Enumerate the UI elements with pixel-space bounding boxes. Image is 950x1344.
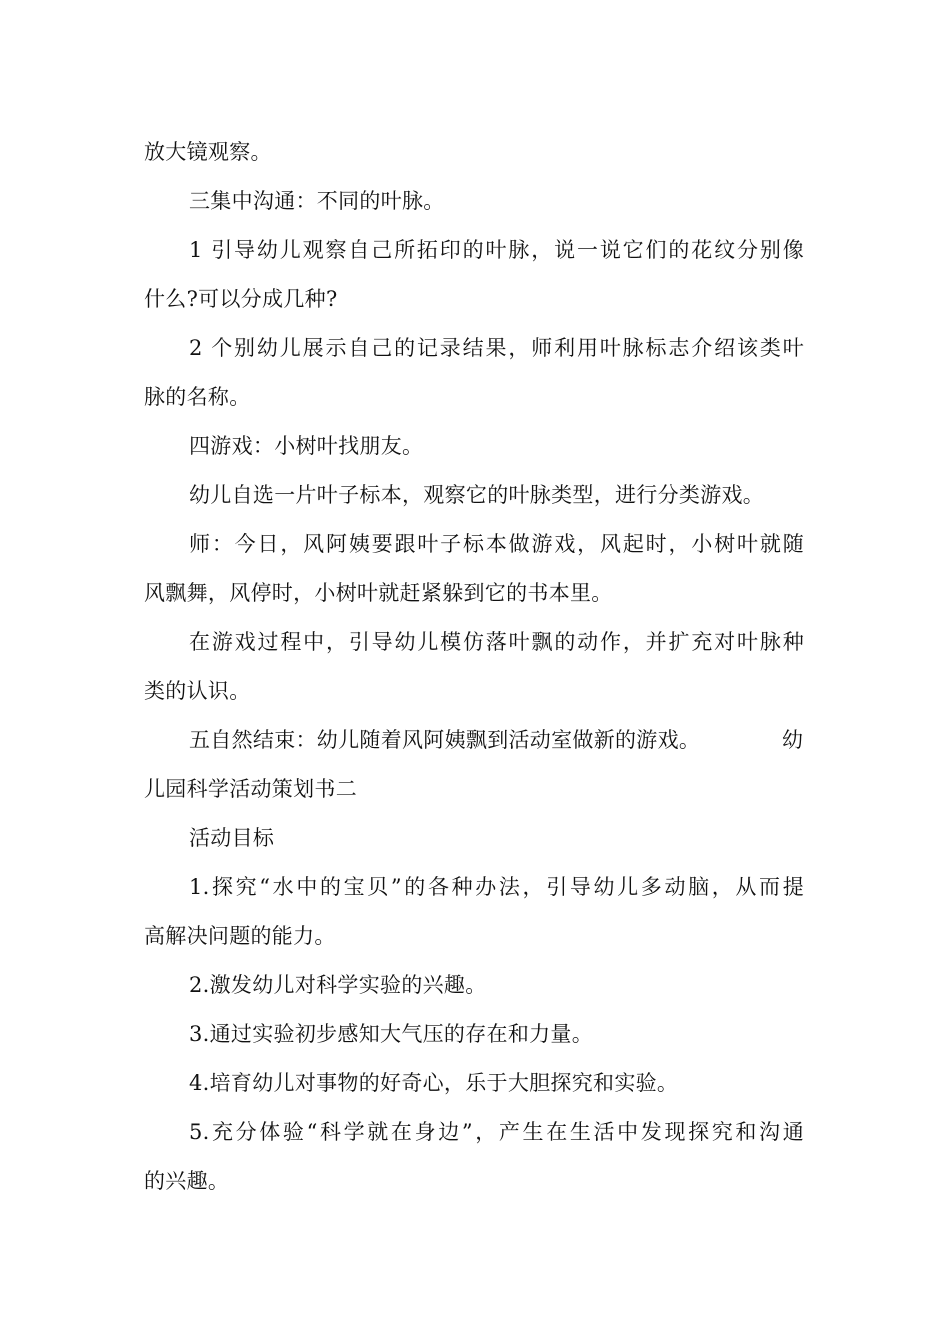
text-line: 的兴趣。 — [144, 1169, 230, 1193]
text-line: 师：今日，风阿姨要跟叶子标本做游戏，风起时，小树叶就随 — [189, 532, 804, 556]
text-line: 类的认识。 — [144, 679, 251, 703]
text-line: 幼 — [782, 728, 804, 752]
text-line: 放大镜观察。 — [144, 140, 272, 164]
text-line: 脉的名称。 — [144, 385, 251, 409]
text-line: 在游戏过程中，引导幼儿模仿落叶飘的动作，并扩充对叶脉种 — [189, 630, 804, 654]
list-item: 2.激发幼儿对科学实验的兴趣。 — [189, 973, 487, 997]
section-heading: 四游戏：小树叶找朋友。 — [189, 434, 424, 458]
text-line: 高解决问题的能力。 — [144, 924, 336, 948]
document-title: 儿园科学活动策划书二 — [144, 777, 357, 801]
text-line: 1 引导幼儿观察自己所拓印的叶脉，说一说它们的花纹分别像 — [189, 238, 804, 262]
section-heading: 五自然结束：幼儿随着风阿姨飘到活动室做新的游戏。 — [189, 728, 701, 752]
section-heading: 三集中沟通：不同的叶脉。 — [189, 189, 445, 213]
text-line: 什么?可以分成几种? — [144, 287, 338, 311]
text-line: 2 个别幼儿展示自己的记录结果，师利用叶脉标志介绍该类叶 — [189, 336, 804, 360]
text-line: 幼儿自选一片叶子标本，观察它的叶脉类型，进行分类游戏。 — [189, 483, 765, 507]
list-item: 1.探究“水中的宝贝”的各种办法，引导幼儿多动脑，从而提 — [189, 875, 804, 899]
list-item: 3.通过实验初步感知大气压的存在和力量。 — [189, 1022, 594, 1046]
list-item: 5.充分体验“科学就在身边”，产生在生活中发现探究和沟通 — [189, 1120, 804, 1144]
section-heading: 活动目标 — [189, 826, 275, 850]
text-line: 风飘舞，风停时，小树叶就赶紧躲到它的书本里。 — [144, 581, 613, 605]
list-item: 4.培育幼儿对事物的好奇心，乐于大胆探究和实验。 — [189, 1071, 679, 1095]
